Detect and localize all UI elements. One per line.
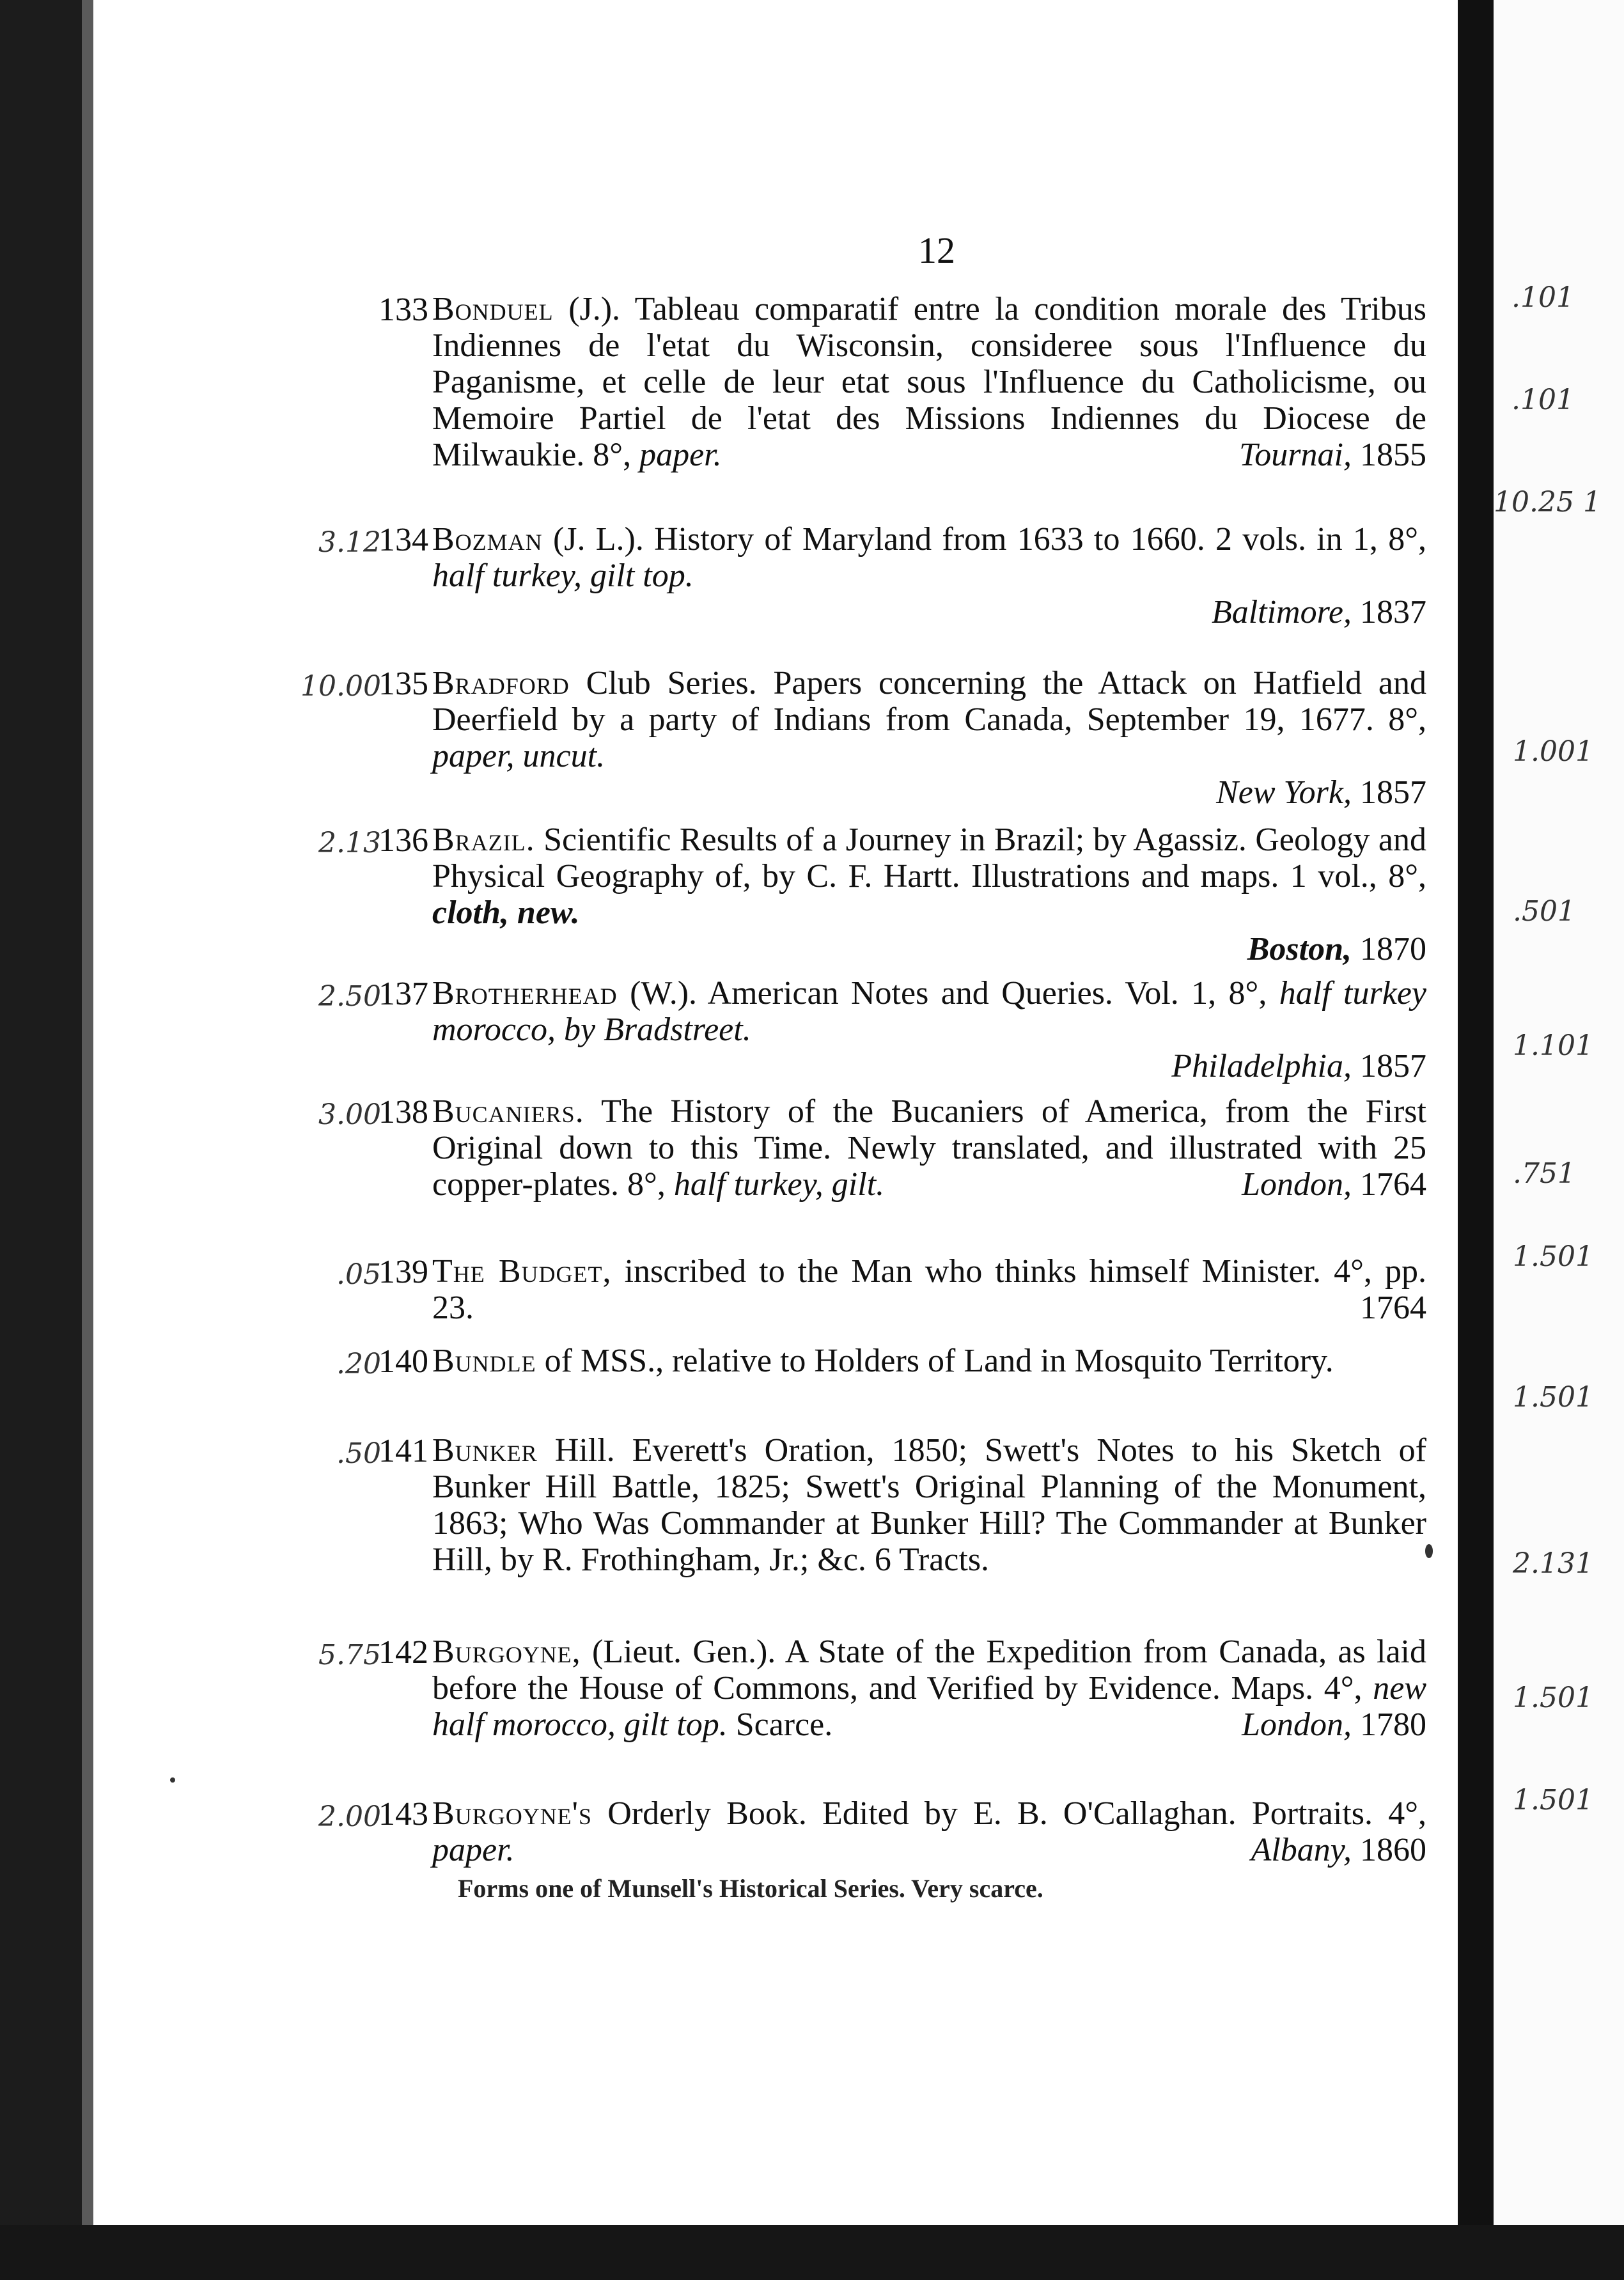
entry-year: 1855 (1352, 437, 1426, 473)
entry-text (432, 665, 1426, 811)
entry-year: 1764 (1360, 1290, 1426, 1326)
facing-note: .751 (1513, 1157, 1575, 1190)
facing-note: 1.501 (1513, 1240, 1593, 1273)
handwritten-price: 2.00 (318, 1800, 381, 1833)
entry-text (432, 1343, 1426, 1379)
entry-format: cloth, new. (432, 894, 580, 931)
entry-year: 1780 (1352, 1706, 1426, 1743)
entry-heading: Burgoyne, (432, 1634, 581, 1670)
entry-format: half turkey, gilt top. (432, 558, 694, 594)
scan-frame-left (0, 0, 82, 2280)
entry-imprint (432, 774, 1426, 811)
entry-number: 142 (379, 1634, 428, 1671)
entry-number: 140 (379, 1343, 428, 1380)
entry-place: Albany, (1251, 1832, 1352, 1868)
entry-text (432, 1795, 1426, 1868)
scan-frame-gutter (1458, 0, 1494, 2280)
entry-format: new half morocco, gilt top. (432, 1670, 1426, 1743)
entry-text (432, 1093, 1426, 1203)
entry-place: Boston, (1247, 931, 1352, 967)
entry-imprint (432, 931, 1426, 967)
scan-speck (1425, 1544, 1433, 1558)
entry-format: paper. (639, 437, 722, 473)
facing-page-strip (1494, 0, 1624, 2225)
entry-place: Philadelphia, (1171, 1048, 1352, 1084)
facing-note: 1.501 (1513, 1784, 1593, 1816)
entry-text (432, 1634, 1426, 1743)
entry-description: (J. L.). History of Maryland from 1633 to 1660. 2 vols. in 1, 8°, (542, 521, 1426, 558)
entry-number: 141 (379, 1433, 428, 1469)
entry-year: 1857 (1352, 774, 1426, 811)
footnote: Forms one of Munsell's Historical Series. Very scarce. (458, 1874, 1043, 1903)
handwritten-price: 2.13 (318, 827, 381, 859)
entry-place: Tournai, (1239, 437, 1352, 473)
entry-heading: Bradford (432, 665, 570, 701)
entry-description: Scientific Results of a Journey in Brazil; by Agassiz. Geology and Physical Geography of, by C. F. Hartt. Illustrations and maps. 1 vol., 8°, (432, 822, 1426, 894)
entry-description: Hill. Everett's Oration, 1850; Swett's Notes to his Sketch of Bunker Hill Battle, 1825; Swett's Original Planning of the Monument, 1863; Who Was Commander at Bunker Hill? The Commander at Bunker Hill, by R. Frothingham, Jr.; &c. 6 Tracts. (432, 1432, 1426, 1578)
entry-place: Baltimore, (1211, 594, 1352, 630)
entry-text (432, 521, 1426, 630)
entry-heading: Bozman (432, 521, 543, 558)
entry-place: New York, (1216, 774, 1352, 811)
entry-description: inscribed to the Man who thinks himself Minister. 4°, pp. 23. (432, 1253, 1426, 1326)
entry-imprint (432, 1290, 1426, 1326)
entry-heading: Burgoyne's (432, 1795, 593, 1832)
handwritten-price: .50 (336, 1437, 381, 1470)
handwritten-price: 5.75 (318, 1639, 381, 1671)
entry-heading: Bonduel (432, 291, 554, 327)
entry-number: 143 (379, 1796, 428, 1832)
entry-number: 133 (379, 292, 428, 328)
entry-text (432, 1432, 1426, 1578)
entry-description: Club Series. Papers concerning the Attack on Hatfield and Deerfield by a party of Indians from Canada, September 19, 1677. 8°, (432, 665, 1426, 738)
entry-number: 139 (379, 1254, 428, 1290)
handwritten-price: .05 (336, 1258, 381, 1291)
entry-imprint (432, 594, 1426, 630)
entry-format: half turkey, gilt. (673, 1166, 885, 1203)
facing-note: 10.25 1 (1494, 486, 1601, 519)
entry-number: 138 (379, 1094, 428, 1130)
entry-description: The History of the Bucaniers of America, from the First Original down to this Time. Newly translated, and illustrated with 25 copper-plates. 8°, (432, 1093, 1426, 1203)
scan-frame-bottom (0, 2225, 1624, 2280)
entry-format: half turkey morocco, by Bradstreet. (432, 975, 1426, 1048)
entry-text (432, 1253, 1426, 1326)
handwritten-price: .20 (336, 1348, 381, 1380)
entry-description: (J.). Tableau comparatif entre la condition morale des Tribus Indiennes de l'etat du Wisconsin, consideree sous l'Influence du Paganisme, et celle de leur etat sous l'Influence du Catholicisme, ou Memoire Partiel de l'etat des Missions Indiennes du Diocese de Milwaukie. 8°, (432, 291, 1426, 473)
facing-note: 1.501 (1513, 1682, 1593, 1714)
entry-heading: Bunker (432, 1432, 538, 1469)
handwritten-price: 2.50 (318, 980, 381, 1013)
entry-note: Scarce. (727, 1706, 833, 1743)
entry-year: 1764 (1352, 1166, 1426, 1203)
entry-place: London, (1242, 1166, 1352, 1203)
scan-speck (170, 1777, 175, 1783)
entry-heading: Bucaniers. (432, 1093, 584, 1130)
entry-year: 1837 (1352, 594, 1426, 630)
entry-format: paper. (432, 1832, 515, 1868)
facing-note: .101 (1511, 281, 1574, 314)
entry-place: London, (1242, 1706, 1352, 1743)
entry-heading: Bundle (432, 1343, 536, 1379)
page-number: 12 (918, 230, 955, 271)
facing-note: 1.001 (1513, 735, 1593, 768)
entry-description: Orderly Book. Edited by E. B. O'Callaghan. Portraits. 4°, (592, 1795, 1426, 1832)
entry-text (432, 975, 1426, 1084)
entry-number: 134 (379, 522, 428, 558)
facing-note: .501 (1513, 895, 1575, 928)
catalog-page (93, 26, 1458, 2225)
entry-imprint (432, 1048, 1426, 1084)
entry-year: 1857 (1352, 1048, 1426, 1084)
entry-year: 1870 (1352, 931, 1426, 967)
entry-heading: Brotherhead (432, 975, 618, 1011)
facing-note: 1.501 (1513, 1381, 1593, 1414)
entry-description: (Lieut. Gen.). A State of the Expedition from Canada, as laid before the House of Commons, and Verified by Evidence. Maps. 4°, (432, 1634, 1426, 1706)
facing-note: 1.101 (1513, 1029, 1593, 1062)
facing-note: .101 (1511, 384, 1574, 416)
entry-number: 135 (379, 666, 428, 702)
entry-description: of MSS., relative to Holders of Land in Mosquito Territory. (536, 1343, 1334, 1379)
entry-text (432, 291, 1426, 473)
entry-heading: Brazil. (432, 822, 535, 858)
handwritten-price: 3.00 (318, 1098, 381, 1131)
entry-number: 137 (379, 976, 428, 1012)
entry-number: 136 (379, 822, 428, 859)
entry-description: (W.). American Notes and Queries. Vol. 1, 8°, (617, 975, 1279, 1011)
entry-year: 1860 (1352, 1832, 1426, 1868)
entry-format: paper, uncut. (432, 738, 605, 774)
entry-imprint (432, 1832, 1426, 1868)
entry-text (432, 822, 1426, 967)
handwritten-price: 10.00 (301, 670, 381, 703)
scan-frame-left-edge (82, 0, 93, 2280)
handwritten-price: 3.12 (318, 526, 381, 559)
entry-heading: The Budget, (432, 1253, 612, 1290)
facing-note: 2.131 (1513, 1547, 1593, 1580)
